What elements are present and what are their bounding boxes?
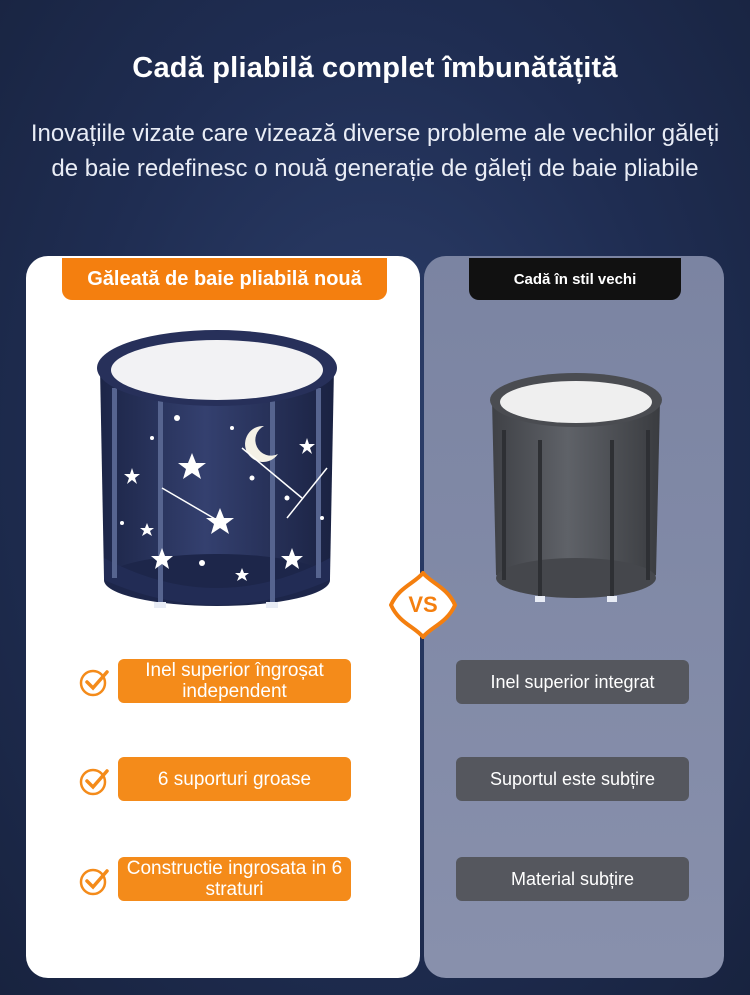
new-product-tag: Găleată de baie pliabilă nouă [62,258,387,300]
new-feature-3: Constructie ingrosata in 6 straturi [118,857,351,901]
page-subtitle: Inovațiile vizate care vizează diverse probleme ale vechilor găleți de baie redefinesc o nouă generație de găleți de baie pliabile [30,120,720,182]
check-circle-icon [78,666,110,698]
old-feature-1: Inel superior integrat [456,660,689,704]
new-feature-2: 6 suporturi groase [118,757,351,801]
check-circle-icon [78,865,110,897]
vs-label: VS [408,592,438,617]
starry-bath-tub-image [92,318,342,628]
check-circle-icon [78,765,110,797]
page-title: Cadă pliabilă complet îmbunătățită [132,52,618,84]
old-feature-2: Suportul este subțire [456,757,689,801]
old-feature-3: Material subțire [456,857,689,901]
old-product-tag: Cadă în stil vechi [469,258,681,300]
grey-bath-tub-image [486,360,666,610]
new-feature-1: Inel superior îngroșat independent [118,659,351,703]
versus-badge [389,571,457,639]
